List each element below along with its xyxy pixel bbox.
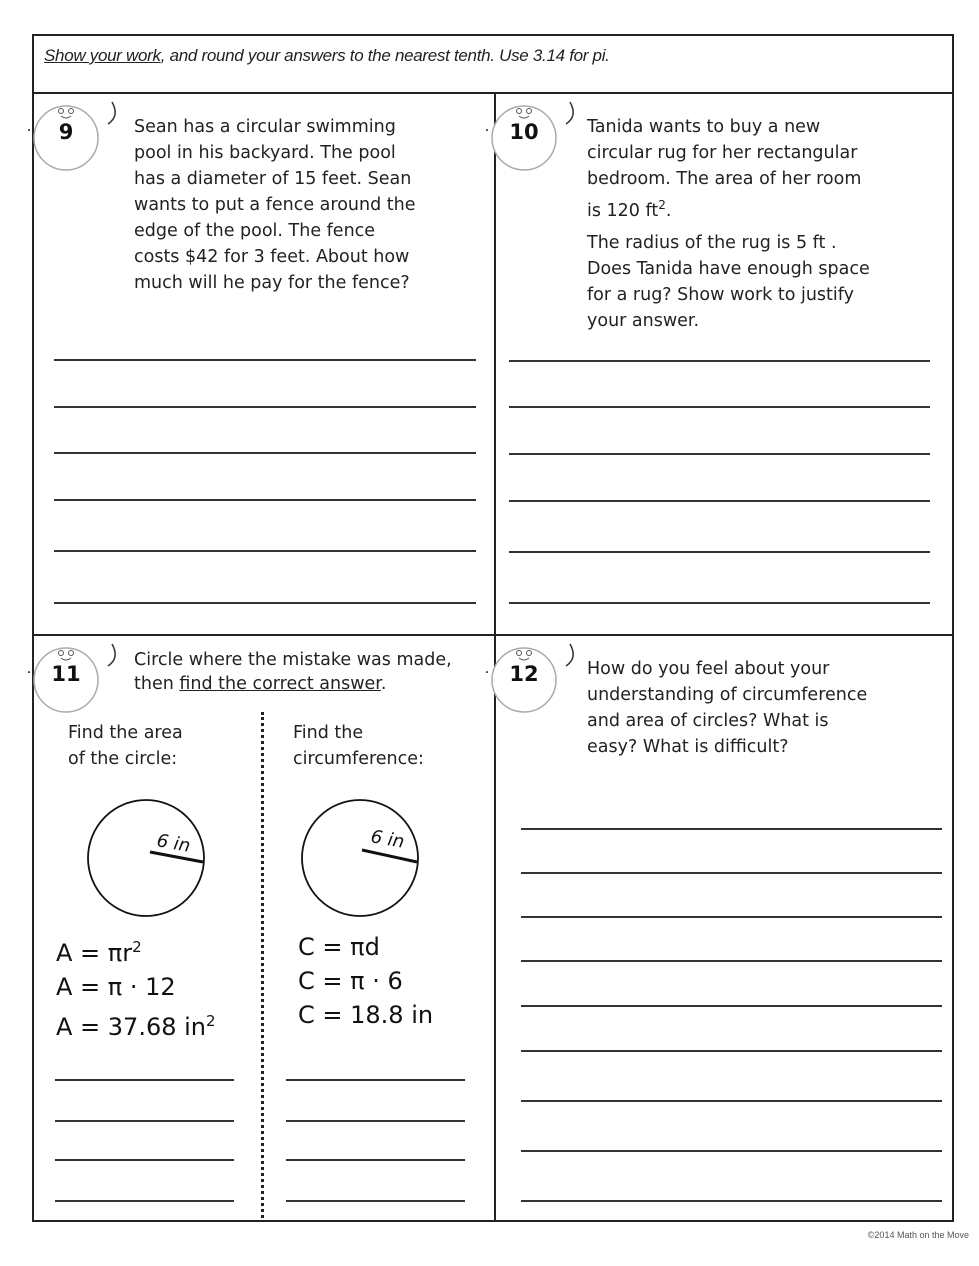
answer-line[interactable] xyxy=(55,1120,234,1122)
answer-line[interactable] xyxy=(521,1100,942,1102)
circ-eq-1: C = πd xyxy=(298,933,380,961)
area-eq-3: A = 37.68 $in^2$ xyxy=(56,1012,216,1041)
answer-line[interactable] xyxy=(521,828,942,830)
question-9-number: 9 xyxy=(58,120,74,144)
answer-line[interactable] xyxy=(286,1120,465,1122)
circ-eq-2: C = π · 6 xyxy=(298,967,403,995)
circ-eq-3: C = 18.8 in xyxy=(298,1001,434,1029)
answer-line[interactable] xyxy=(286,1200,465,1202)
q9-line: Sean has a circular swimming xyxy=(134,117,396,137)
answer-line[interactable] xyxy=(509,602,930,604)
q12-line: easy? What is difficult? xyxy=(587,737,789,757)
answer-line[interactable] xyxy=(521,960,942,962)
question-10-number: 10 xyxy=(509,120,539,144)
answer-line[interactable] xyxy=(509,453,930,455)
area-eq-1: $A = \pi r^2$ xyxy=(56,938,142,967)
radius-label: 6 in xyxy=(369,826,406,853)
radius-label: 6 in xyxy=(155,830,192,857)
question-9-text xyxy=(134,114,416,296)
answer-line[interactable] xyxy=(521,916,942,918)
area-circle-diagram xyxy=(84,796,208,920)
answer-line[interactable] xyxy=(55,1159,234,1161)
answer-line[interactable] xyxy=(521,1050,942,1052)
answer-line[interactable] xyxy=(521,1150,942,1152)
answer-line[interactable] xyxy=(521,1005,942,1007)
circumference-problem-label: Find the circumference: xyxy=(293,723,424,769)
dotted-separator xyxy=(261,712,264,1218)
q9-line: pool in his backyard. The pool xyxy=(134,143,396,163)
question-11-badge xyxy=(28,642,100,714)
q10-line: Tanida wants to buy a new xyxy=(587,117,821,137)
question-12-text xyxy=(587,656,867,760)
q9-line: has a diameter of 15 feet. Sean xyxy=(134,169,412,189)
answer-line[interactable] xyxy=(286,1159,465,1161)
answer-line[interactable] xyxy=(521,1200,942,1202)
circumference-circle-diagram xyxy=(298,796,422,920)
answer-line[interactable] xyxy=(54,359,476,361)
q12-line: understanding of circumference xyxy=(587,685,868,705)
answer-line[interactable] xyxy=(509,500,930,502)
question-12-number: 12 xyxy=(509,662,539,686)
answer-line[interactable] xyxy=(54,406,476,408)
q9-line: much will he pay for the fence? xyxy=(134,273,410,293)
instructions-text xyxy=(44,46,610,66)
q11-line-1: Circle where the mistake was made, xyxy=(134,650,452,670)
q9-line: edge of the pool. The fence xyxy=(134,221,376,241)
q10-line: The radius of the rug is 5 ft . xyxy=(587,232,837,253)
question-11-text xyxy=(134,648,452,696)
radius-line xyxy=(362,850,417,862)
instructions-underlined: Show your work xyxy=(44,46,161,65)
circumference-equations xyxy=(298,930,433,1032)
q10-line: your answer. xyxy=(587,310,700,331)
q10-line: bedroom. The area of her room xyxy=(587,169,862,189)
answer-line[interactable] xyxy=(54,550,476,552)
q9-line: wants to put a fence around the xyxy=(134,195,416,215)
question-10-text xyxy=(587,114,870,334)
q11-line-2: then find the correct answer. xyxy=(134,674,387,694)
answer-line[interactable] xyxy=(521,872,942,874)
q10-line: Does Tanida have enough space xyxy=(587,258,870,279)
q9-line: costs $42 for 3 feet. About how xyxy=(134,247,410,267)
answer-line[interactable] xyxy=(55,1200,234,1202)
answer-line[interactable] xyxy=(286,1079,465,1081)
instructions-rest: , and round your answers to the nearest tenth. Use 3.14 for pi. xyxy=(160,46,610,65)
q12-line: How do you feel about your xyxy=(587,659,830,679)
q10-line: for a rug? Show work to justify xyxy=(587,284,854,305)
question-9-badge xyxy=(28,100,100,172)
area-equations xyxy=(56,930,216,1044)
q10-area-line: is 120 $ft^2$. xyxy=(587,198,672,221)
answer-line[interactable] xyxy=(54,499,476,501)
question-10-badge xyxy=(486,100,558,172)
q10-line: circular rug for her rectangular xyxy=(587,143,858,163)
answer-line[interactable] xyxy=(54,452,476,454)
copyright-notice: ©2014 Math on the Move xyxy=(867,1230,969,1240)
instructions-header xyxy=(32,34,954,94)
q12-line: and area of circles? What is xyxy=(587,711,829,731)
answer-line[interactable] xyxy=(55,1079,234,1081)
answer-line[interactable] xyxy=(509,551,930,553)
answer-line[interactable] xyxy=(54,602,476,604)
answer-line[interactable] xyxy=(509,360,930,362)
horizontal-divider xyxy=(32,634,954,636)
answer-line[interactable] xyxy=(509,406,930,408)
area-problem-label: Find the area of the circle: xyxy=(68,723,183,769)
area-eq-2: A = π · 12 xyxy=(56,973,176,1001)
question-11-number: 11 xyxy=(51,662,81,686)
question-12-badge xyxy=(486,642,558,714)
